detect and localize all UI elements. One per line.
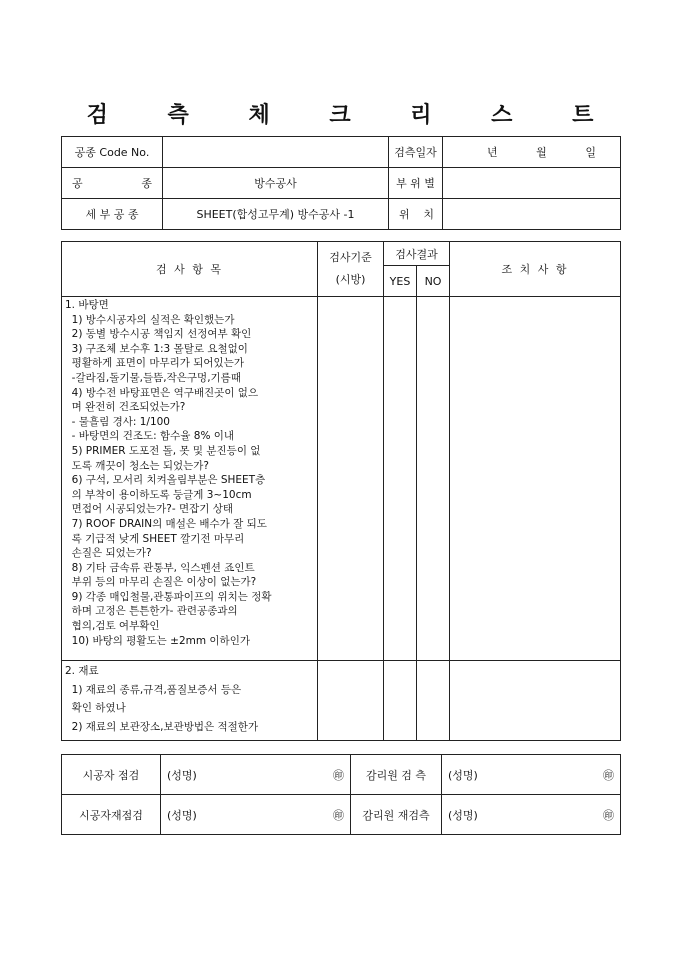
checklist-line: 1) 방수시공자의 실적은 확인했는가 <box>65 313 235 326</box>
contractor-recheck-sign[interactable] <box>161 795 351 835</box>
work-label-a: 공 <box>72 177 83 190</box>
seal-icon: ㊞ <box>333 808 344 822</box>
checklist-line: 의 부착이 용이하도록 둥글게 3~10cm <box>65 488 252 501</box>
col-result: 검사결과 <box>384 242 450 266</box>
checklist-line: 3) 구조체 보수후 1:3 몰탈로 요철없이 <box>65 342 248 355</box>
location-label <box>389 199 443 230</box>
name-placeholder: (성명) <box>448 808 478 822</box>
supervisor-check-label: 감리원 검 측 <box>351 755 442 795</box>
checklist-line: 면접어 시공되었는가?- 면잡기 상태 <box>65 503 234 516</box>
supervisor-check-sign[interactable] <box>442 755 621 795</box>
section-1-items <box>62 297 318 661</box>
checklist-line: 2) 동별 방수시공 책임지 선정여부 확인 <box>65 328 252 341</box>
checklist-line: - 물흘림 경사: 1/100 <box>65 415 170 428</box>
seal-icon: ㊞ <box>603 808 614 822</box>
checklist-line: 록 기급적 낮게 SHEET 깔기전 마무리 <box>65 532 245 545</box>
col-yes: YES <box>384 266 417 297</box>
section-2-items <box>62 661 318 741</box>
supervisor-recheck-label: 감리원 재검측 <box>351 795 442 835</box>
section-1-no[interactable] <box>417 297 450 661</box>
date-year: 년 <box>487 146 498 159</box>
name-placeholder: (성명) <box>167 768 197 782</box>
section-1-action[interactable] <box>450 297 621 661</box>
date-month: 월 <box>536 146 547 159</box>
checklist-line: 2) 재료의 보관장소,보관방법은 적절한가 <box>65 720 259 733</box>
checklist-line: 4) 방수전 바탕표면은 역구배진곳이 없으 <box>65 386 259 399</box>
section-2-standard[interactable] <box>318 661 384 741</box>
section-1-standard[interactable] <box>318 297 384 661</box>
col-standard-line2: (시방) <box>335 273 366 286</box>
detail-value[interactable]: SHEET(합성고무계) 방수공사 -1 <box>163 199 389 230</box>
location-label-b: 치 <box>423 208 434 221</box>
contractor-check-label: 시공자 점검 <box>62 755 161 795</box>
checklist-line: 협의,검토 여부확인 <box>65 620 160 633</box>
supervisor-recheck-sign[interactable] <box>442 795 621 835</box>
checklist-line: 8) 기타 금속류 관통부, 익스펜션 죠인트 <box>65 561 255 574</box>
seal-icon: ㊞ <box>603 768 614 782</box>
part-label: 부 위 별 <box>389 168 443 199</box>
checklist-line: -갈라짐,돌기물,들뜸,작은구멍,기름때 <box>65 371 241 384</box>
part-value[interactable] <box>443 168 621 199</box>
checklist-line: 6) 구석, 모서리 치켜올림부분은 SHEET층 <box>65 474 266 487</box>
date-value[interactable] <box>443 137 621 168</box>
checklist-line: 9) 각종 매입철물,관통파이프의 위치는 정확 <box>65 590 272 603</box>
checklist-line: 며 완전히 건조되었는가? <box>65 401 186 414</box>
col-action: 조 치 사 항 <box>450 242 621 297</box>
checklist-line: 손질은 되었는가? <box>65 547 152 560</box>
col-items: 검 사 항 목 <box>62 242 318 297</box>
checklist-line: 하며 고정은 튼튼한가- 관련공종과의 <box>65 605 238 618</box>
checklist-line: 1. 바탕면 <box>65 299 109 311</box>
checklist-line: 7) ROOF DRAIN의 매설은 배수가 잘 되도 <box>65 517 267 530</box>
work-label <box>62 168 163 199</box>
signature-table <box>61 754 621 835</box>
work-value[interactable]: 방수공사 <box>163 168 389 199</box>
checklist-line: 부위 등의 마무리 손질은 이상이 없는가? <box>65 576 257 589</box>
contractor-recheck-label: 시공자재점검 <box>62 795 161 835</box>
name-placeholder: (성명) <box>448 768 478 782</box>
work-label-b: 종 <box>141 177 152 190</box>
col-standard-line1: 검사기준 <box>329 251 372 264</box>
section-2-no[interactable] <box>417 661 450 741</box>
section-2-yes[interactable] <box>384 661 417 741</box>
name-placeholder: (성명) <box>167 808 197 822</box>
checklist-table <box>61 241 621 741</box>
section-1-yes[interactable] <box>384 297 417 661</box>
checklist-line: 평활하게 표면이 마무리가 되어있는가 <box>65 357 244 370</box>
date-label: 검측일자 <box>389 137 443 168</box>
checklist-line: 도록 깨끗이 청소는 되었는가? <box>65 459 209 472</box>
seal-icon: ㊞ <box>333 768 344 782</box>
date-day: 일 <box>585 146 596 159</box>
page-title: 검 측 체 크 리 스 트 <box>86 102 620 128</box>
checklist-line: 확인 하였나 <box>65 702 126 714</box>
code-value[interactable] <box>163 137 389 168</box>
checklist-line: 10) 바탕의 평활도는 ±2mm 이하인가 <box>65 634 250 647</box>
checklist-line: - 바탕면의 건조도: 함수율 8% 이내 <box>65 430 235 443</box>
location-value[interactable] <box>443 199 621 230</box>
section-2-action[interactable] <box>450 661 621 741</box>
checklist-line: 1) 재료의 종류,규격,품질보증서 등은 <box>65 683 242 696</box>
location-label-a: 위 <box>399 208 410 221</box>
code-label: 공종 Code No. <box>62 137 163 168</box>
contractor-check-sign[interactable] <box>161 755 351 795</box>
col-no: NO <box>417 266 450 297</box>
checklist-line: 5) PRIMER 도포전 돌, 못 및 분진등이 없 <box>65 444 261 457</box>
detail-label: 세 부 공 종 <box>62 199 163 230</box>
col-standard <box>318 242 384 297</box>
header-table <box>61 136 621 230</box>
checklist-line: 2. 재료 <box>65 665 99 677</box>
